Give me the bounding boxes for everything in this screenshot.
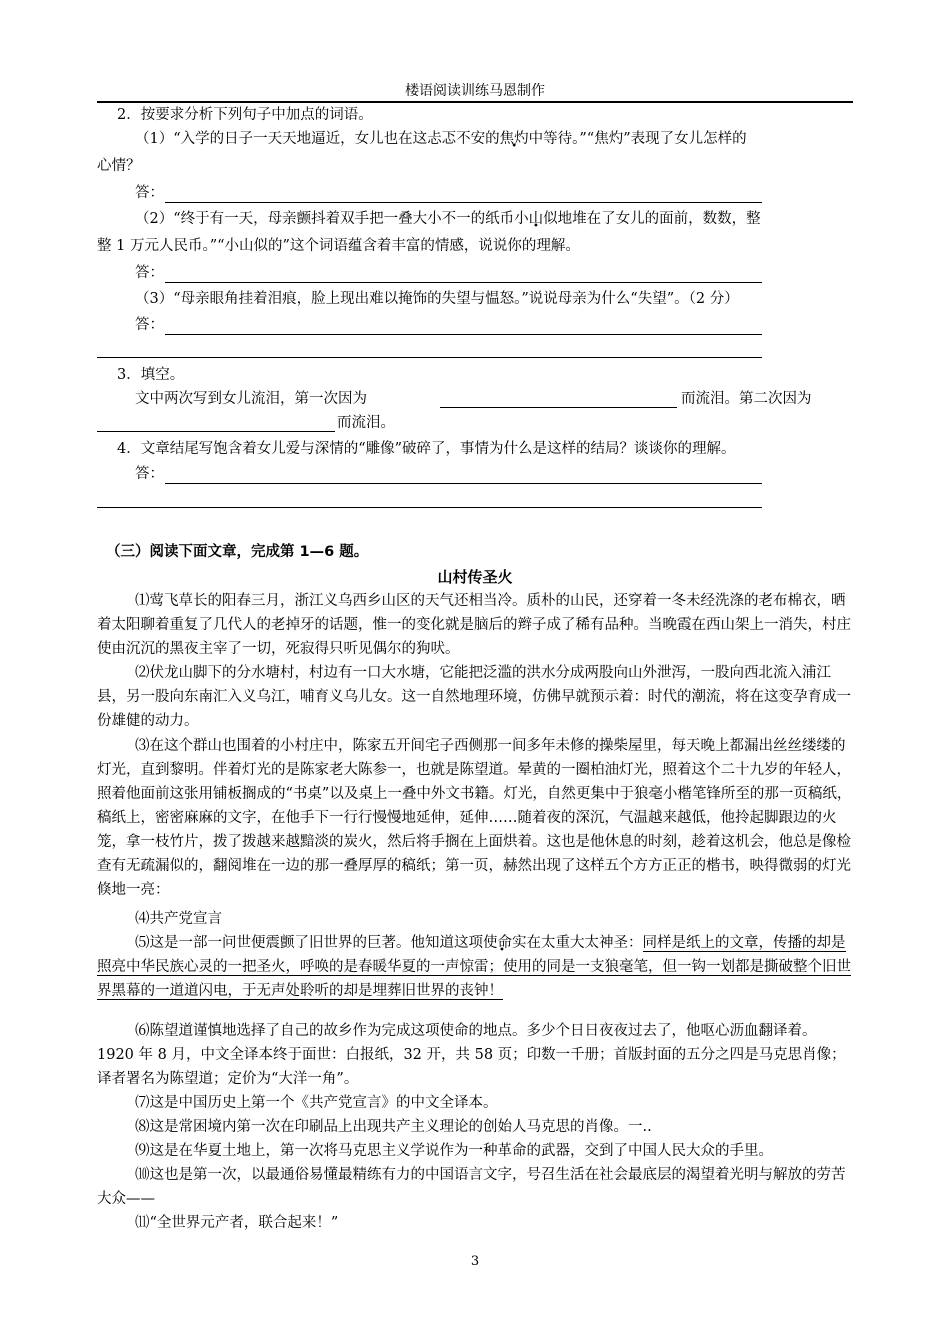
paragraph-11: ⑾“全世界元产者，联合起来！” (135, 1215, 339, 1231)
q2-sub3-answer-label: 答： (135, 317, 164, 333)
paragraph-3: ⑶在这个群山也围着的小村庄中，陈家五开间宅子西侧那一间多年未修的操柴屋里，每天晚上都漏出丝丝缕缕的灯光，直到黎明。伴着灯光的是陈家老大陈参一，也就是陈望道。晕黄的一圈柏油灯光，照着这个二十九岁的年轻人，照着他面前这张用铺板搁成的“书桌”以及桌上一叠中外文书籍。灯光，自然更集中于狼毫小楷笔锋所至的那一页稿纸，稿纸上，密密麻麻的文字，在他手下一行行慢慢地延伸，延伸……随着夜的深沉，气温越来越低，他拎起脚跟边的火笼，拿一枝竹片，拨了拨越来越黯淡的炭火，然后将手搁在上面烘着。这也是他休息的时刻，趁着这机会，他总是像检查有无疏漏似的，翻阅堆在一边的那一叠厚厚的稿纸；第一页，赫然出现了这样五个方方正正的楷书，映得微弱的灯光倏地一亮： (97, 738, 852, 898)
q2-sub2-answer-line[interactable] (165, 282, 762, 283)
dotted-phrase-shiming: 这项使命 (454, 935, 512, 951)
q4-answer-line[interactable] (165, 483, 762, 484)
q2-title: 2．按要求分析下列句子中加点的词语。 (117, 107, 373, 123)
underlined-sentence: 同样是纸上的文章，传播的却是照亮中华民族心灵的一把圣火，呼唤的是春暖华夏的一声惊雷；使用的同是一支狼毫笔，但一钩一划都是撕破整个旧世界黑幕的一道道闪电，于无声处聆听的却是埋葬旧世界的丧钟！ (97, 935, 851, 999)
q3-line1-a: 文中两次写到女儿流泪，第一次因为 (135, 391, 367, 407)
q4-title: 4．文章结尾写饱含着女儿爱与深情的“雕像”破碎了，事情为什么是这样的结局？谈谈你的理解。 (117, 441, 736, 457)
paragraph-6: ⑹陈望道谨慎地选择了自己的故乡作为完成这项使命的地点。多少个日日夜夜过去了，他呕心沥血翻译着。1920 年 8 月，中文全译本终于面世：白报纸，32 开，共 58 页；印数一千册；首版封面的五分之四是马克思肖像；译者署名为陈望道；定价为“大洋一角”。 (97, 1023, 846, 1087)
q4-answer-label: 答： (135, 466, 164, 482)
q3-line2: 而流泪。 (337, 415, 395, 431)
q2-sub2-answer-label: 答： (135, 265, 164, 281)
article-title: 山村传圣火 (437, 568, 513, 586)
dotted-word-jiaozhuo: 焦灼 (499, 131, 529, 147)
q2-sub3: （3）“母亲眼角挂着泪痕，脸上现出难以掩饰的失望与愠怒。”说说母亲为什么“失望”。（2 分） (135, 291, 739, 307)
paragraph-9: ⑼这是在华夏土地上，第一次将马克思主义学说作为一种革命的武器，交到了中国人民大众的手里。 (135, 1143, 773, 1159)
paragraph-2: ⑵伏龙山脚下的分水塘村，村边有一口大水塘，它能把泛滥的洪水分成两股向山外泄泻，一股向西北流入浦江县，另一股向东南汇入义乌江，哺育义乌儿女。这一自然地理环境，仿佛早就预示着：时代的潮流，将在这变孕育成一份雄健的动力。 (97, 665, 851, 729)
q3-blank-2[interactable] (97, 431, 335, 432)
paragraph-8: ⑻这是常困境内第一次在印刷品上出现共产主义理论的创始人马克思的肖像。一.. (135, 1119, 652, 1135)
q2-sub2-cont: 整 1 万元人民币。”“小山似的”这个词语蕴含着丰富的情感，说说你的理解。 (97, 238, 580, 254)
paragraph-7: ⑺这是中国历史上第一个《共产党宣言》的中文全译本。 (135, 1095, 498, 1111)
q4-answer-line-2[interactable] (97, 507, 762, 508)
dotted-word-xiaoshansi: 小山似 (514, 211, 558, 227)
paragraph-1: ⑴莺飞草长的阳春三月，浙江义乌西乡山区的天气还相当冷。质朴的山民，还穿着一冬未经洗涤的老布棉衣，晒着太阳聊着重复了几代人的老掉牙的话题，惟一的变化就是脑后的辫子成了稀有品种。当晚霞在西山架上一消失，村庄使由沉沉的黑夜主宰了一切，死寂得只听见偶尔的狗吠。 (97, 593, 851, 657)
q2-sub1-cont: 心情？ (97, 158, 141, 174)
q2-sub3-answer-line-2[interactable] (97, 357, 762, 358)
page-number: 3 (470, 1254, 480, 1269)
q2-sub3-answer-line[interactable] (165, 334, 762, 335)
q3-blank-1[interactable] (440, 407, 677, 408)
q2-sub2: （2）“终于有一天，母亲颤抖着双手把一叠大小不一的纸币小山似地堆在了女儿的面前，数数，整 (135, 211, 761, 227)
paragraph-10: ⑽这也是第一次，以最通俗易懂最精练有力的中国语言文字，号召生活在社会最底层的渴望着光明与解放的劳苦大众—— (97, 1167, 846, 1207)
q2-sub1-answer-line[interactable] (165, 202, 762, 203)
paragraph-4: ⑷共产党宣言 (135, 911, 222, 927)
q3-line1-b: 而流泪。第二次因为 (681, 391, 812, 407)
page-header: 楼语阅读训练马恩制作 (97, 80, 853, 103)
q2-sub1-answer-label: 答： (135, 185, 164, 201)
q3-title: 3．填空。 (117, 367, 185, 383)
section3-heading: （三）阅读下面文章，完成第 1—6 题。 (106, 544, 369, 560)
paragraph-5: ⑸这是一部一问世便震颤了旧世界的巨著。他知道这项使命实在太重大太神圣：同样是纸上的文章，传播的却是照亮中华民族心灵的一把圣火，呼唤的是春暖华夏的一声惊雷；使用的同是一支狼毫笔，但一钩一划都是撕破整个旧世界黑幕的一道道闪电，于无声处聆听的却是埋葬旧世界的丧钟！ (97, 935, 851, 999)
q2-sub1: （1）“入学的日子一天天地逼近，女儿也在这忐忑不安的焦灼中等待。”“焦灼”表现了女儿怎样的 (135, 131, 747, 147)
